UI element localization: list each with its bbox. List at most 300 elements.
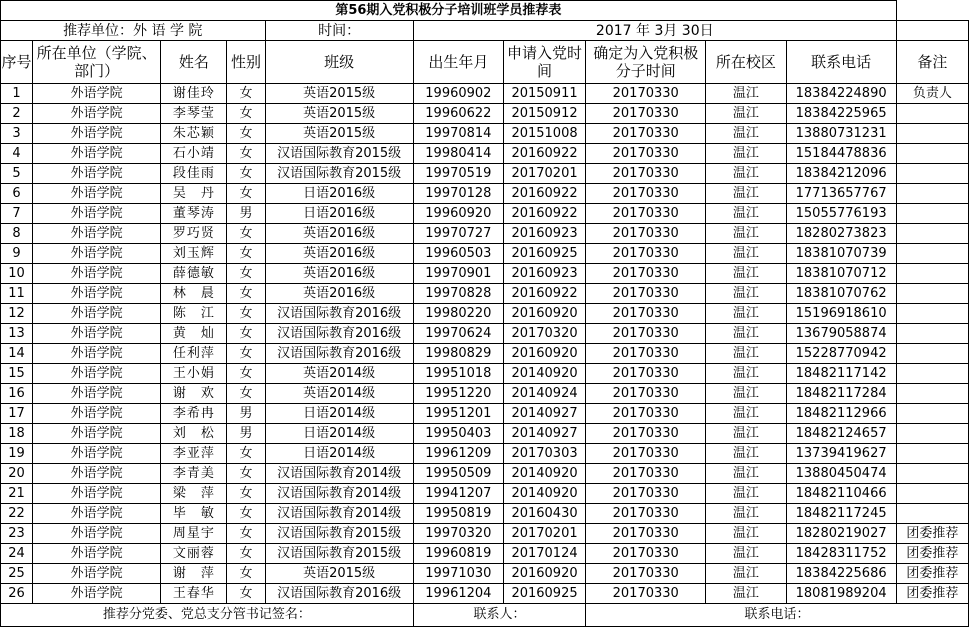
- cell-class: 汉语国际教育2016级: [265, 584, 413, 604]
- title-row: [1, 1, 969, 21]
- cell-gender: 女: [227, 584, 265, 604]
- cell-unit: 外语学院: [33, 544, 161, 564]
- cell-class: 汉语国际教育2015级: [265, 524, 413, 544]
- time-label: 时间：: [265, 21, 413, 41]
- cell-gender: 女: [227, 504, 265, 524]
- cell-apply: 20150912: [503, 104, 585, 124]
- cell-gender: 男: [227, 204, 265, 224]
- cell-class: 日语2014级: [265, 404, 413, 424]
- cell-gender: 女: [227, 384, 265, 404]
- cell-birth: 19970519: [413, 164, 503, 184]
- table-row: [1, 144, 969, 164]
- cell-no: 22: [1, 504, 33, 524]
- cell-class: 汉语国际教育2016级: [265, 304, 413, 324]
- cell-name: 毕 敏: [161, 504, 227, 524]
- cell-unit: 外语学院: [33, 204, 161, 224]
- cell-gender: 女: [227, 304, 265, 324]
- table-row: [1, 424, 969, 444]
- cell-note: 团委推荐: [896, 564, 968, 584]
- cell-campus: 温江: [706, 244, 786, 264]
- cell-class: 英语2014级: [265, 384, 413, 404]
- cell-apply: 20160923: [503, 264, 585, 284]
- title-spacer: [896, 1, 968, 21]
- cell-no: 10: [1, 264, 33, 284]
- cell-gender: 女: [227, 364, 265, 384]
- cell-name: 王小娟: [161, 364, 227, 384]
- cell-name: 李亚萍: [161, 444, 227, 464]
- cell-no: 11: [1, 284, 33, 304]
- cell-name: 谢佳玲: [161, 84, 227, 104]
- cell-birth: 19971030: [413, 564, 503, 584]
- cell-class: 汉语国际教育2014级: [265, 484, 413, 504]
- cell-birth: 19941207: [413, 484, 503, 504]
- cell-unit: 外语学院: [33, 524, 161, 544]
- sheet-title: 第56期入党积极分子培训班学员推荐表: [1, 1, 897, 21]
- cell-class: 汉语国际教育2015级: [265, 144, 413, 164]
- cell-activist: 20170330: [586, 264, 706, 284]
- cell-note: 团委推荐: [896, 544, 968, 564]
- cell-phone: 18482112966: [786, 404, 896, 424]
- cell-campus: 温江: [706, 304, 786, 324]
- cell-phone: 15055776193: [786, 204, 896, 224]
- cell-activist: 20170330: [586, 404, 706, 424]
- cell-no: 23: [1, 524, 33, 544]
- cell-birth: 19951018: [413, 364, 503, 384]
- cell-birth: 19951201: [413, 404, 503, 424]
- cell-name: 陈 江: [161, 304, 227, 324]
- cell-campus: 温江: [706, 464, 786, 484]
- cell-campus: 温江: [706, 204, 786, 224]
- cell-unit: 外语学院: [33, 104, 161, 124]
- cell-phone: 13880450474: [786, 464, 896, 484]
- cell-phone: 18381070712: [786, 264, 896, 284]
- cell-activist: 20170330: [586, 544, 706, 564]
- cell-class: 英语2016级: [265, 284, 413, 304]
- cell-note: 团委推荐: [896, 524, 968, 544]
- cell-apply: 20160922: [503, 184, 585, 204]
- table-row: [1, 304, 969, 324]
- cell-activist: 20170330: [586, 444, 706, 464]
- cell-note: [896, 104, 968, 124]
- cell-campus: 温江: [706, 164, 786, 184]
- cell-gender: 女: [227, 324, 265, 344]
- cell-phone: 18482110466: [786, 484, 896, 504]
- cell-phone: 13880731231: [786, 124, 896, 144]
- cell-name: 文丽蓉: [161, 544, 227, 564]
- cell-birth: 19960902: [413, 84, 503, 104]
- cell-activist: 20170330: [586, 204, 706, 224]
- cell-no: 18: [1, 424, 33, 444]
- cell-campus: 温江: [706, 124, 786, 144]
- cell-name: 李青美: [161, 464, 227, 484]
- header-name: 姓名: [161, 41, 227, 84]
- cell-unit: 外语学院: [33, 404, 161, 424]
- cell-campus: 温江: [706, 384, 786, 404]
- cell-class: 英语2015级: [265, 564, 413, 584]
- cell-no: 2: [1, 104, 33, 124]
- cell-birth: 19960503: [413, 244, 503, 264]
- cell-class: 日语2014级: [265, 444, 413, 464]
- cell-apply: 20170124: [503, 544, 585, 564]
- cell-note: [896, 144, 968, 164]
- cell-apply: 20160925: [503, 244, 585, 264]
- cell-activist: 20170330: [586, 464, 706, 484]
- cell-phone: 18482117142: [786, 364, 896, 384]
- cell-unit: 外语学院: [33, 444, 161, 464]
- cell-birth: 19960819: [413, 544, 503, 564]
- cell-birth: 19950509: [413, 464, 503, 484]
- cell-name: 薛德敏: [161, 264, 227, 284]
- cell-class: 英语2014级: [265, 364, 413, 384]
- cell-apply: 20160923: [503, 224, 585, 244]
- header-birth: 出生年月: [413, 41, 503, 84]
- cell-phone: 18384225686: [786, 564, 896, 584]
- cell-no: 1: [1, 84, 33, 104]
- cell-unit: 外语学院: [33, 584, 161, 604]
- cell-no: 12: [1, 304, 33, 324]
- cell-class: 英语2015级: [265, 84, 413, 104]
- table-row: [1, 184, 969, 204]
- cell-unit: 外语学院: [33, 284, 161, 304]
- table-row: [1, 264, 969, 284]
- cell-birth: 19950819: [413, 504, 503, 524]
- cell-activist: 20170330: [586, 484, 706, 504]
- cell-note: [896, 124, 968, 144]
- cell-apply: 20160430: [503, 504, 585, 524]
- cell-campus: 温江: [706, 84, 786, 104]
- cell-no: 5: [1, 164, 33, 184]
- cell-unit: 外语学院: [33, 564, 161, 584]
- cell-gender: 女: [227, 564, 265, 584]
- cell-gender: 女: [227, 224, 265, 244]
- cell-gender: 女: [227, 244, 265, 264]
- cell-phone: 18482124657: [786, 424, 896, 444]
- cell-activist: 20170330: [586, 344, 706, 364]
- cell-no: 21: [1, 484, 33, 504]
- cell-name: 谢 欢: [161, 384, 227, 404]
- cell-apply: 20170201: [503, 524, 585, 544]
- meta-row: [1, 21, 969, 41]
- cell-no: 26: [1, 584, 33, 604]
- cell-apply: 20140920: [503, 484, 585, 504]
- cell-activist: 20170330: [586, 104, 706, 124]
- cell-name: 李希冉: [161, 404, 227, 424]
- cell-class: 英语2016级: [265, 264, 413, 284]
- cell-name: 谢 萍: [161, 564, 227, 584]
- cell-birth: 19961209: [413, 444, 503, 464]
- cell-phone: 18482117245: [786, 504, 896, 524]
- cell-unit: 外语学院: [33, 244, 161, 264]
- cell-no: 16: [1, 384, 33, 404]
- cell-birth: 19970901: [413, 264, 503, 284]
- cell-gender: 女: [227, 284, 265, 304]
- cell-phone: 15196918610: [786, 304, 896, 324]
- cell-phone: 13679058874: [786, 324, 896, 344]
- cell-birth: 19980220: [413, 304, 503, 324]
- time-value: 2017 年 3月 30日: [413, 21, 896, 41]
- cell-gender: 女: [227, 184, 265, 204]
- cell-gender: 女: [227, 104, 265, 124]
- cell-unit: 外语学院: [33, 344, 161, 364]
- cell-unit: 外语学院: [33, 464, 161, 484]
- cell-class: 汉语国际教育2015级: [265, 544, 413, 564]
- cell-phone: 15228770942: [786, 344, 896, 364]
- table-row: [1, 164, 969, 184]
- cell-campus: 温江: [706, 324, 786, 344]
- cell-activist: 20170330: [586, 504, 706, 524]
- cell-unit: 外语学院: [33, 504, 161, 524]
- cell-no: 24: [1, 544, 33, 564]
- cell-phone: 17713657767: [786, 184, 896, 204]
- cell-unit: 外语学院: [33, 384, 161, 404]
- cell-activist: 20170330: [586, 184, 706, 204]
- cell-unit: 外语学院: [33, 164, 161, 184]
- cell-activist: 20170330: [586, 424, 706, 444]
- cell-gender: 女: [227, 544, 265, 564]
- cell-name: 刘玉辉: [161, 244, 227, 264]
- cell-no: 7: [1, 204, 33, 224]
- cell-note: [896, 304, 968, 324]
- cell-phone: 15184478836: [786, 144, 896, 164]
- cell-note: 团委推荐: [896, 584, 968, 604]
- cell-class: 日语2016级: [265, 204, 413, 224]
- header-apply: 申请入党时间: [503, 41, 585, 84]
- cell-note: [896, 484, 968, 504]
- cell-name: 林 晨: [161, 284, 227, 304]
- cell-class: 汉语国际教育2016级: [265, 324, 413, 344]
- cell-birth: 19970624: [413, 324, 503, 344]
- table-row: [1, 484, 969, 504]
- cell-phone: 18482117284: [786, 384, 896, 404]
- cell-birth: 19970814: [413, 124, 503, 144]
- cell-birth: 19970828: [413, 284, 503, 304]
- table-row: [1, 464, 969, 484]
- cell-birth: 19960622: [413, 104, 503, 124]
- recommend-unit: 推荐单位：外 语 学 院: [1, 21, 266, 41]
- cell-birth: 19980414: [413, 144, 503, 164]
- cell-note: [896, 464, 968, 484]
- cell-apply: 20170201: [503, 164, 585, 184]
- cell-campus: 温江: [706, 444, 786, 464]
- table-row: [1, 284, 969, 304]
- contact-phone-label: 联系电话：: [586, 604, 969, 627]
- cell-note: [896, 504, 968, 524]
- table-row: [1, 324, 969, 344]
- cell-activist: 20170330: [586, 584, 706, 604]
- table-row: [1, 524, 969, 544]
- cell-birth: 19960920: [413, 204, 503, 224]
- cell-no: 20: [1, 464, 33, 484]
- cell-no: 6: [1, 184, 33, 204]
- cell-birth: 19961204: [413, 584, 503, 604]
- cell-phone: 18381070739: [786, 244, 896, 264]
- cell-class: 英语2015级: [265, 104, 413, 124]
- cell-phone: 18280219027: [786, 524, 896, 544]
- cell-name: 李琴莹: [161, 104, 227, 124]
- cell-note: [896, 424, 968, 444]
- cell-campus: 温江: [706, 564, 786, 584]
- cell-campus: 温江: [706, 284, 786, 304]
- table-row: [1, 444, 969, 464]
- cell-unit: 外语学院: [33, 364, 161, 384]
- cell-campus: 温江: [706, 424, 786, 444]
- cell-no: 3: [1, 124, 33, 144]
- cell-activist: 20170330: [586, 304, 706, 324]
- cell-unit: 外语学院: [33, 144, 161, 164]
- cell-class: 汉语国际教育2014级: [265, 464, 413, 484]
- cell-gender: 男: [227, 424, 265, 444]
- cell-apply: 20170320: [503, 324, 585, 344]
- table-row: [1, 364, 969, 384]
- cell-no: 19: [1, 444, 33, 464]
- cell-campus: 温江: [706, 544, 786, 564]
- cell-gender: 女: [227, 344, 265, 364]
- cell-no: 13: [1, 324, 33, 344]
- cell-unit: 外语学院: [33, 324, 161, 344]
- cell-gender: 女: [227, 164, 265, 184]
- cell-activist: 20170330: [586, 524, 706, 544]
- header-campus: 所在校区: [706, 41, 786, 84]
- cell-apply: 20160925: [503, 584, 585, 604]
- cell-gender: 女: [227, 484, 265, 504]
- cell-birth: 19980829: [413, 344, 503, 364]
- header-row: [1, 41, 969, 84]
- cell-apply: 20140927: [503, 404, 585, 424]
- table-row: [1, 564, 969, 584]
- table-row: [1, 84, 969, 104]
- cell-activist: 20170330: [586, 384, 706, 404]
- cell-campus: 温江: [706, 144, 786, 164]
- header-gender: 性别: [227, 41, 265, 84]
- cell-gender: 女: [227, 264, 265, 284]
- cell-apply: 20160920: [503, 344, 585, 364]
- header-class: 班级: [265, 41, 413, 84]
- cell-note: [896, 264, 968, 284]
- cell-phone: 18381070762: [786, 284, 896, 304]
- table-row: [1, 344, 969, 364]
- header-no: 序号: [1, 41, 33, 84]
- cell-note: [896, 184, 968, 204]
- cell-campus: 温江: [706, 484, 786, 504]
- cell-no: 14: [1, 344, 33, 364]
- cell-note: [896, 204, 968, 224]
- cell-unit: 外语学院: [33, 184, 161, 204]
- cell-apply: 20160922: [503, 204, 585, 224]
- cell-name: 段佳雨: [161, 164, 227, 184]
- cell-class: 日语2014级: [265, 424, 413, 444]
- header-note: 备注: [896, 41, 968, 84]
- cell-unit: 外语学院: [33, 484, 161, 504]
- cell-apply: 20170303: [503, 444, 585, 464]
- table-row: [1, 544, 969, 564]
- cell-activist: 20170330: [586, 124, 706, 144]
- cell-note: [896, 384, 968, 404]
- cell-phone: 18384224890: [786, 84, 896, 104]
- header-unit: 所在单位（学院、部门）: [33, 41, 161, 84]
- cell-apply: 20140920: [503, 364, 585, 384]
- contact-label: 联系人：: [413, 604, 585, 627]
- cell-phone: 18081989204: [786, 584, 896, 604]
- cell-gender: 女: [227, 464, 265, 484]
- footer-row: [1, 604, 969, 627]
- cell-gender: 女: [227, 444, 265, 464]
- cell-campus: 温江: [706, 224, 786, 244]
- cell-name: 王春华: [161, 584, 227, 604]
- cell-birth: 19970727: [413, 224, 503, 244]
- table-row: [1, 584, 969, 604]
- cell-activist: 20170330: [586, 244, 706, 264]
- cell-no: 25: [1, 564, 33, 584]
- cell-apply: 20160922: [503, 284, 585, 304]
- cell-activist: 20170330: [586, 144, 706, 164]
- cell-note: [896, 364, 968, 384]
- signature-label: 推荐分党委、党总支分管书记签名：: [1, 604, 414, 627]
- cell-gender: 女: [227, 144, 265, 164]
- cell-note: [896, 324, 968, 344]
- cell-phone: 18428311752: [786, 544, 896, 564]
- cell-no: 4: [1, 144, 33, 164]
- cell-name: 周星宇: [161, 524, 227, 544]
- cell-apply: 20150911: [503, 84, 585, 104]
- cell-name: 董琴涛: [161, 204, 227, 224]
- cell-campus: 温江: [706, 524, 786, 544]
- cell-apply: 20160922: [503, 144, 585, 164]
- cell-activist: 20170330: [586, 324, 706, 344]
- cell-note: [896, 444, 968, 464]
- cell-campus: 温江: [706, 264, 786, 284]
- cell-birth: 19970320: [413, 524, 503, 544]
- cell-phone: 18384225965: [786, 104, 896, 124]
- cell-name: 任利萍: [161, 344, 227, 364]
- cell-campus: 温江: [706, 404, 786, 424]
- cell-phone: 18384212096: [786, 164, 896, 184]
- cell-campus: 温江: [706, 344, 786, 364]
- cell-birth: 19950403: [413, 424, 503, 444]
- cell-activist: 20170330: [586, 224, 706, 244]
- cell-phone: 13739419627: [786, 444, 896, 464]
- cell-unit: 外语学院: [33, 424, 161, 444]
- cell-note: [896, 404, 968, 424]
- cell-name: 黄 灿: [161, 324, 227, 344]
- cell-no: 9: [1, 244, 33, 264]
- cell-class: 汉语国际教育2016级: [265, 344, 413, 364]
- cell-name: 朱芯颖: [161, 124, 227, 144]
- cell-campus: 温江: [706, 104, 786, 124]
- cell-activist: 20170330: [586, 164, 706, 184]
- cell-campus: 温江: [706, 504, 786, 524]
- cell-activist: 20170330: [586, 84, 706, 104]
- cell-no: 8: [1, 224, 33, 244]
- cell-gender: 女: [227, 524, 265, 544]
- table-row: [1, 224, 969, 244]
- cell-activist: 20170330: [586, 564, 706, 584]
- cell-name: 吴 丹: [161, 184, 227, 204]
- cell-activist: 20170330: [586, 284, 706, 304]
- cell-no: 17: [1, 404, 33, 424]
- cell-gender: 男: [227, 404, 265, 424]
- table-row: [1, 244, 969, 264]
- cell-birth: 19951220: [413, 384, 503, 404]
- cell-gender: 女: [227, 124, 265, 144]
- table-row: [1, 124, 969, 144]
- cell-gender: 女: [227, 84, 265, 104]
- cell-birth: 19970128: [413, 184, 503, 204]
- cell-campus: 温江: [706, 364, 786, 384]
- cell-name: 梁 萍: [161, 484, 227, 504]
- cell-apply: 20140924: [503, 384, 585, 404]
- table-row: [1, 204, 969, 224]
- cell-class: 英语2015级: [265, 124, 413, 144]
